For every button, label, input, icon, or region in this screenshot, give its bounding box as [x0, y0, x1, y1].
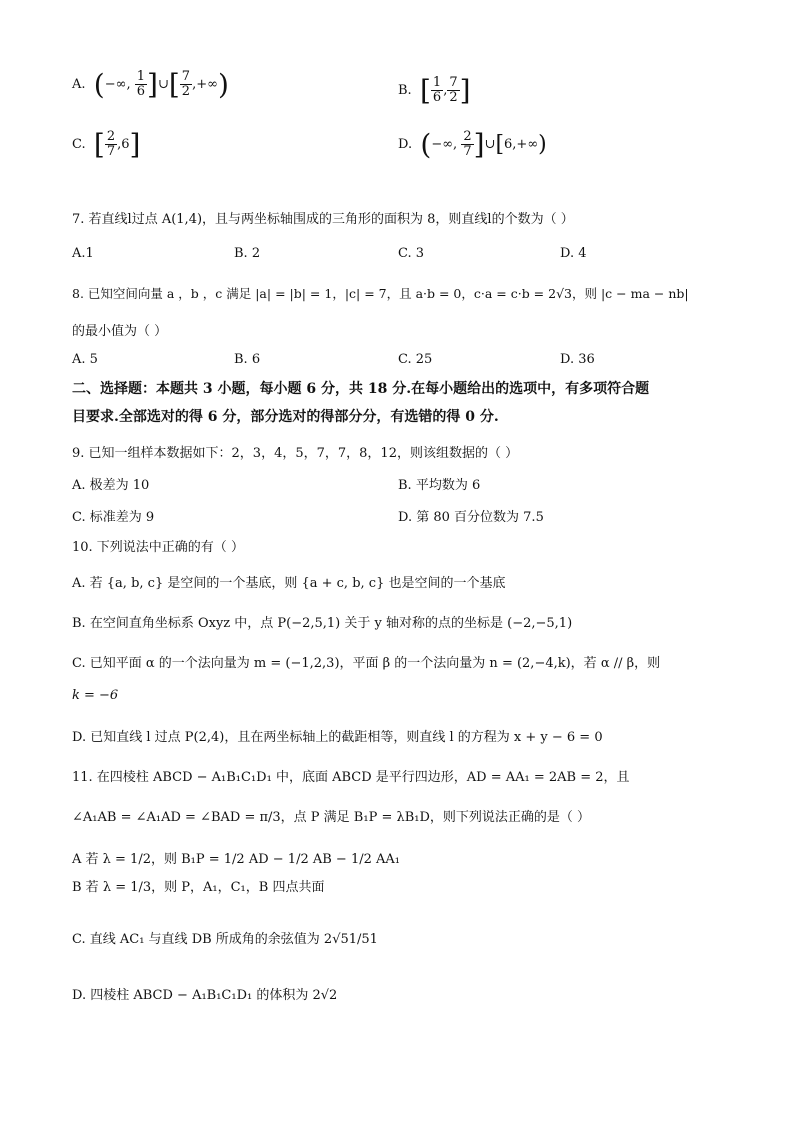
q8-option-d: D. 36	[560, 352, 595, 367]
q8-stem-line1: 8. 已知空间向量 a ，b ，c 满足 |a| = |b| = 1，|c| = 7，且 a·b = 0，c·a = c·b = 2√3，则 |c − ma − nb|	[72, 286, 689, 301]
q9-option-b: B. 平均数为 6	[398, 478, 481, 493]
q7-option-a: A.1	[72, 246, 94, 261]
q11-option-b: B 若 λ = 1/3，则 P，A₁，C₁，B 四点共面	[72, 880, 325, 895]
q10-option-a: A. 若 {a, b, c} 是空间的一个基底，则 {a + c, b, c} 也是空间的一个基底	[72, 576, 506, 591]
q10-option-d: D. 已知直线 l 过点 P(2,4)，且在两坐标轴上的截距相等，则直线 l 的方程为 x + y − 6 = 0	[72, 730, 603, 745]
q11-option-a: A 若 λ = 1/2，则 B₁P = 1/2 AD − 1/2 AB − 1/2 AA₁	[72, 852, 400, 867]
q11-stem-line1: 11. 在四棱柱 ABCD − A₁B₁C₁D₁ 中，底面 ABCD 是平行四边形，AD = AA₁ = 2AB = 2，且	[72, 770, 630, 785]
q9-option-d: D. 第 80 百分位数为 7.5	[398, 510, 544, 525]
section2-heading-line2: 目要求.全部选对的得 6 分，部分选对的得部分分，有选错的得 0 分.	[72, 409, 499, 425]
q10-stem: 10. 下列说法中正确的有（ ）	[72, 540, 244, 555]
q8-option-a: A. 5	[72, 352, 98, 367]
q11-option-d: D. 四棱柱 ABCD − A₁B₁C₁D₁ 的体积为 2√2	[72, 988, 338, 1003]
section2-heading-line1: 二、选择题：本题共 3 小题，每小题 6 分，共 18 分.在每小题给出的选项中，有多项符合题	[72, 381, 650, 397]
q9-stem: 9. 已知一组样本数据如下：2，3，4，5，7，7，8，12，则该组数据的（ ）	[72, 446, 519, 461]
q7-option-c: C. 3	[398, 246, 425, 261]
q6-option-a: A. (−∞, $\frac{1}{6}$ ]∪[ $\frac{7}{2}$ ,+∞)	[72, 68, 229, 101]
q10-option-c-line2: k = −6	[72, 688, 119, 703]
q9-option-c: C. 标准差为 9	[72, 510, 155, 525]
q9-option-a: A. 极差为 10	[72, 478, 150, 493]
q7-option-b: B. 2	[234, 246, 261, 261]
q10-option-b: B. 在空间直角坐标系 Oxyz 中，点 P(−2,5,1) 关于 y 轴对称的点的坐标是 (−2,−5,1)	[72, 616, 573, 631]
q6-option-d: D. (−∞, $\frac{2}{7}$ ]∪[6,+∞)	[398, 128, 547, 161]
q8-stem-line2: 的最小值为（ ）	[72, 324, 168, 339]
q8-option-c: C. 25	[398, 352, 433, 367]
q8-option-b: B. 6	[234, 352, 261, 367]
q10-option-c-line1: C. 已知平面 α 的一个法向量为 m = (−1,2,3)，平面 β 的一个法向量为 n = (2,−4,k)，若 α // β，则	[72, 656, 661, 671]
q11-option-c: C. 直线 AC₁ 与直线 DB 所成角的余弦值为 2√51/51	[72, 932, 378, 947]
q7-stem: 7. 若直线l过点 A(1,4)，且与两坐标轴围成的三角形的面积为 8，则直线l的个数为（ ）	[72, 212, 574, 227]
q6-option-c: C. [ $\frac{2}{7}$ ,6]	[72, 128, 141, 161]
q11-stem-line2: ∠A₁AB = ∠A₁AD = ∠BAD = π/3，点 P 满足 B₁P = λB₁D，则下列说法正确的是（ ）	[72, 810, 591, 825]
q6-option-b: B. [ $\frac{1}{6}$ , $\frac{7}{2}$ ]	[398, 74, 471, 107]
q7-option-d: D. 4	[560, 246, 587, 261]
